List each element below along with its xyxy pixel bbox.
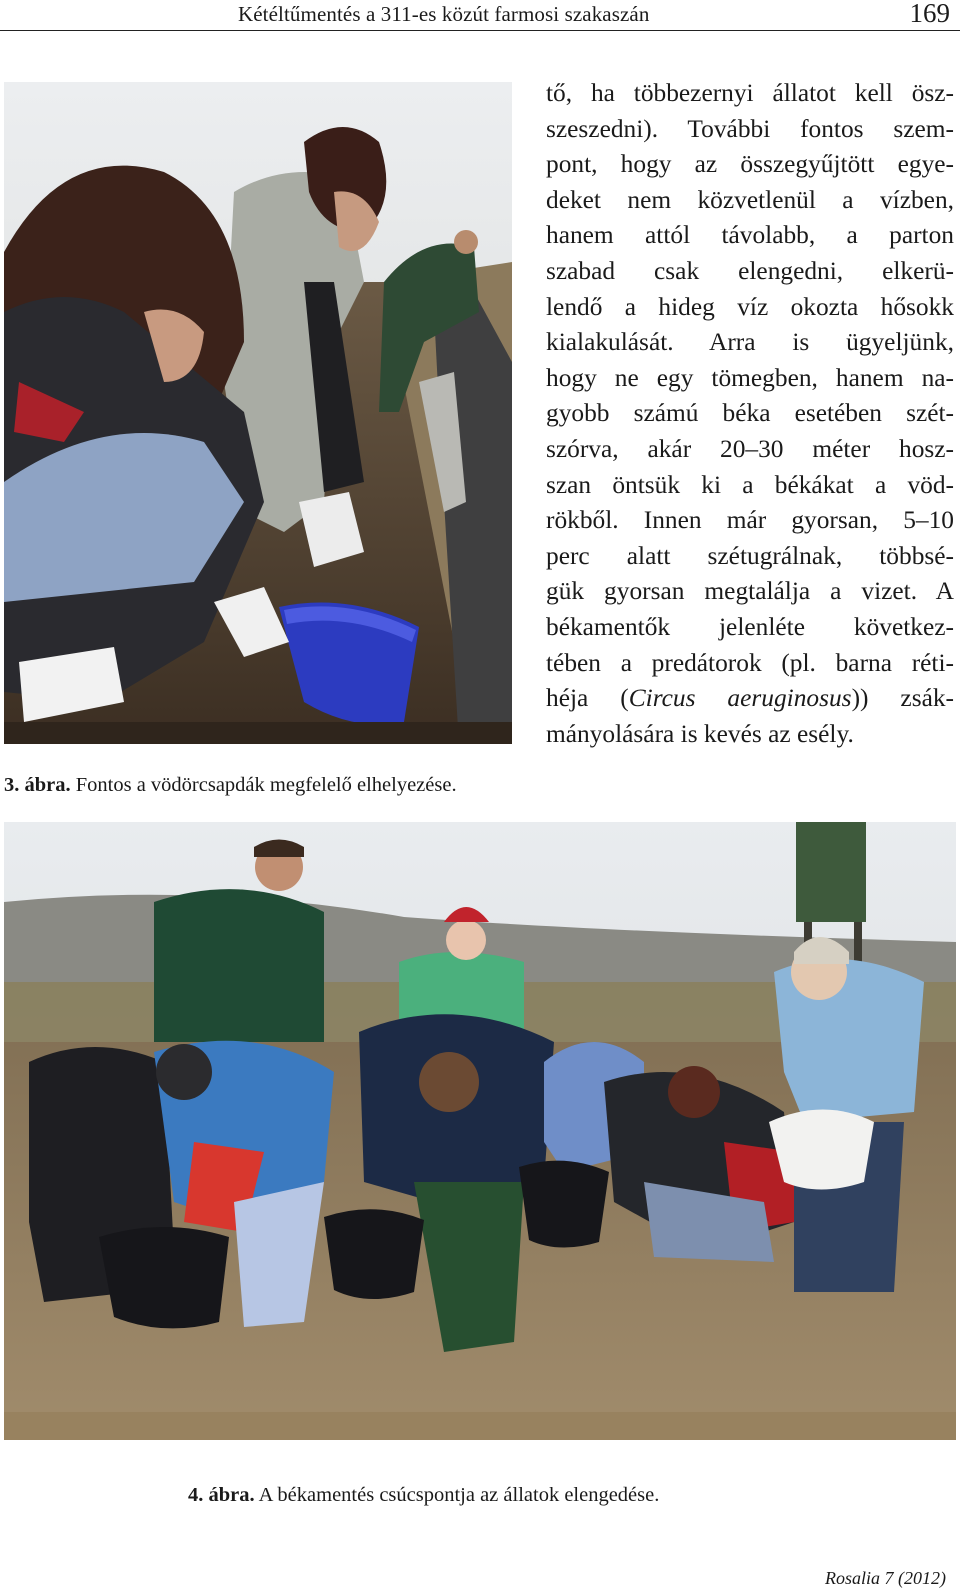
species-name: Circus aeruginosus: [628, 684, 852, 713]
text-line: szan öntsük ki a békákat a vöd-: [546, 470, 954, 499]
text-line: tő, ha többezernyi állatot kell ösz-: [546, 79, 954, 107]
text-line: perc alatt szétugrálnak, többsé-: [546, 541, 954, 570]
text-line: tében a predátorok (pl. barna réti-: [546, 648, 954, 677]
figure-3-caption: [4, 774, 457, 797]
text-line: pont, hogy az összegyűjtött egye-: [546, 150, 954, 179]
figure-3-caption-text: Fontos a vödörcsapdák megfelelő elhelyezése.: [75, 774, 457, 796]
text-line: hanem attól távolabb, a parton: [546, 221, 954, 250]
running-title: Kétéltűmentés a 311-es közút farmosi szakaszán: [238, 2, 650, 26]
text-line: szórva, akár 20–30 méter hosz-: [546, 434, 954, 463]
text-line-species: héja (Circus aeruginosus)) zsák-: [546, 684, 955, 713]
footer-journal: Rosalia 7 (2012): [825, 1568, 946, 1588]
text-line: szabad csak elengedni, elkerü-: [546, 256, 954, 285]
figure-3-photo: [4, 82, 512, 744]
text-line: deket nem közvetlenül a vízben,: [546, 185, 954, 214]
text-line: hogy ne egy tömegben, hanem na-: [546, 363, 954, 392]
text-line: rökből. Innen már gyorsan, 5–10: [546, 506, 954, 535]
page-header: [0, 0, 960, 31]
text-line: gyobb számú béka esetében szét-: [546, 399, 954, 428]
text-line: szeszedni). További fontos szem-: [546, 114, 954, 143]
figure-4-photo: [4, 822, 956, 1440]
text-line: gük gyorsan megtalálja a vizet. A: [546, 577, 954, 606]
page-number: 169: [909, 0, 950, 28]
text-line: lendő a hideg víz okozta hősokk: [546, 292, 954, 321]
body-text: [546, 76, 954, 752]
figure-4-label: 4. ábra.: [188, 1484, 255, 1506]
figure-4-caption-text: A békamentés csúcspontja az állatok elengedése.: [258, 1484, 660, 1506]
figure-4-caption: [188, 1484, 659, 1507]
text-line: kialakulását. Arra is ügyeljünk,: [546, 328, 954, 357]
text-line: mányolására is kevés az esély.: [546, 719, 854, 748]
text-line: békamentők jelenléte következ-: [546, 612, 954, 641]
figure-3-label: 3. ábra.: [4, 774, 71, 796]
